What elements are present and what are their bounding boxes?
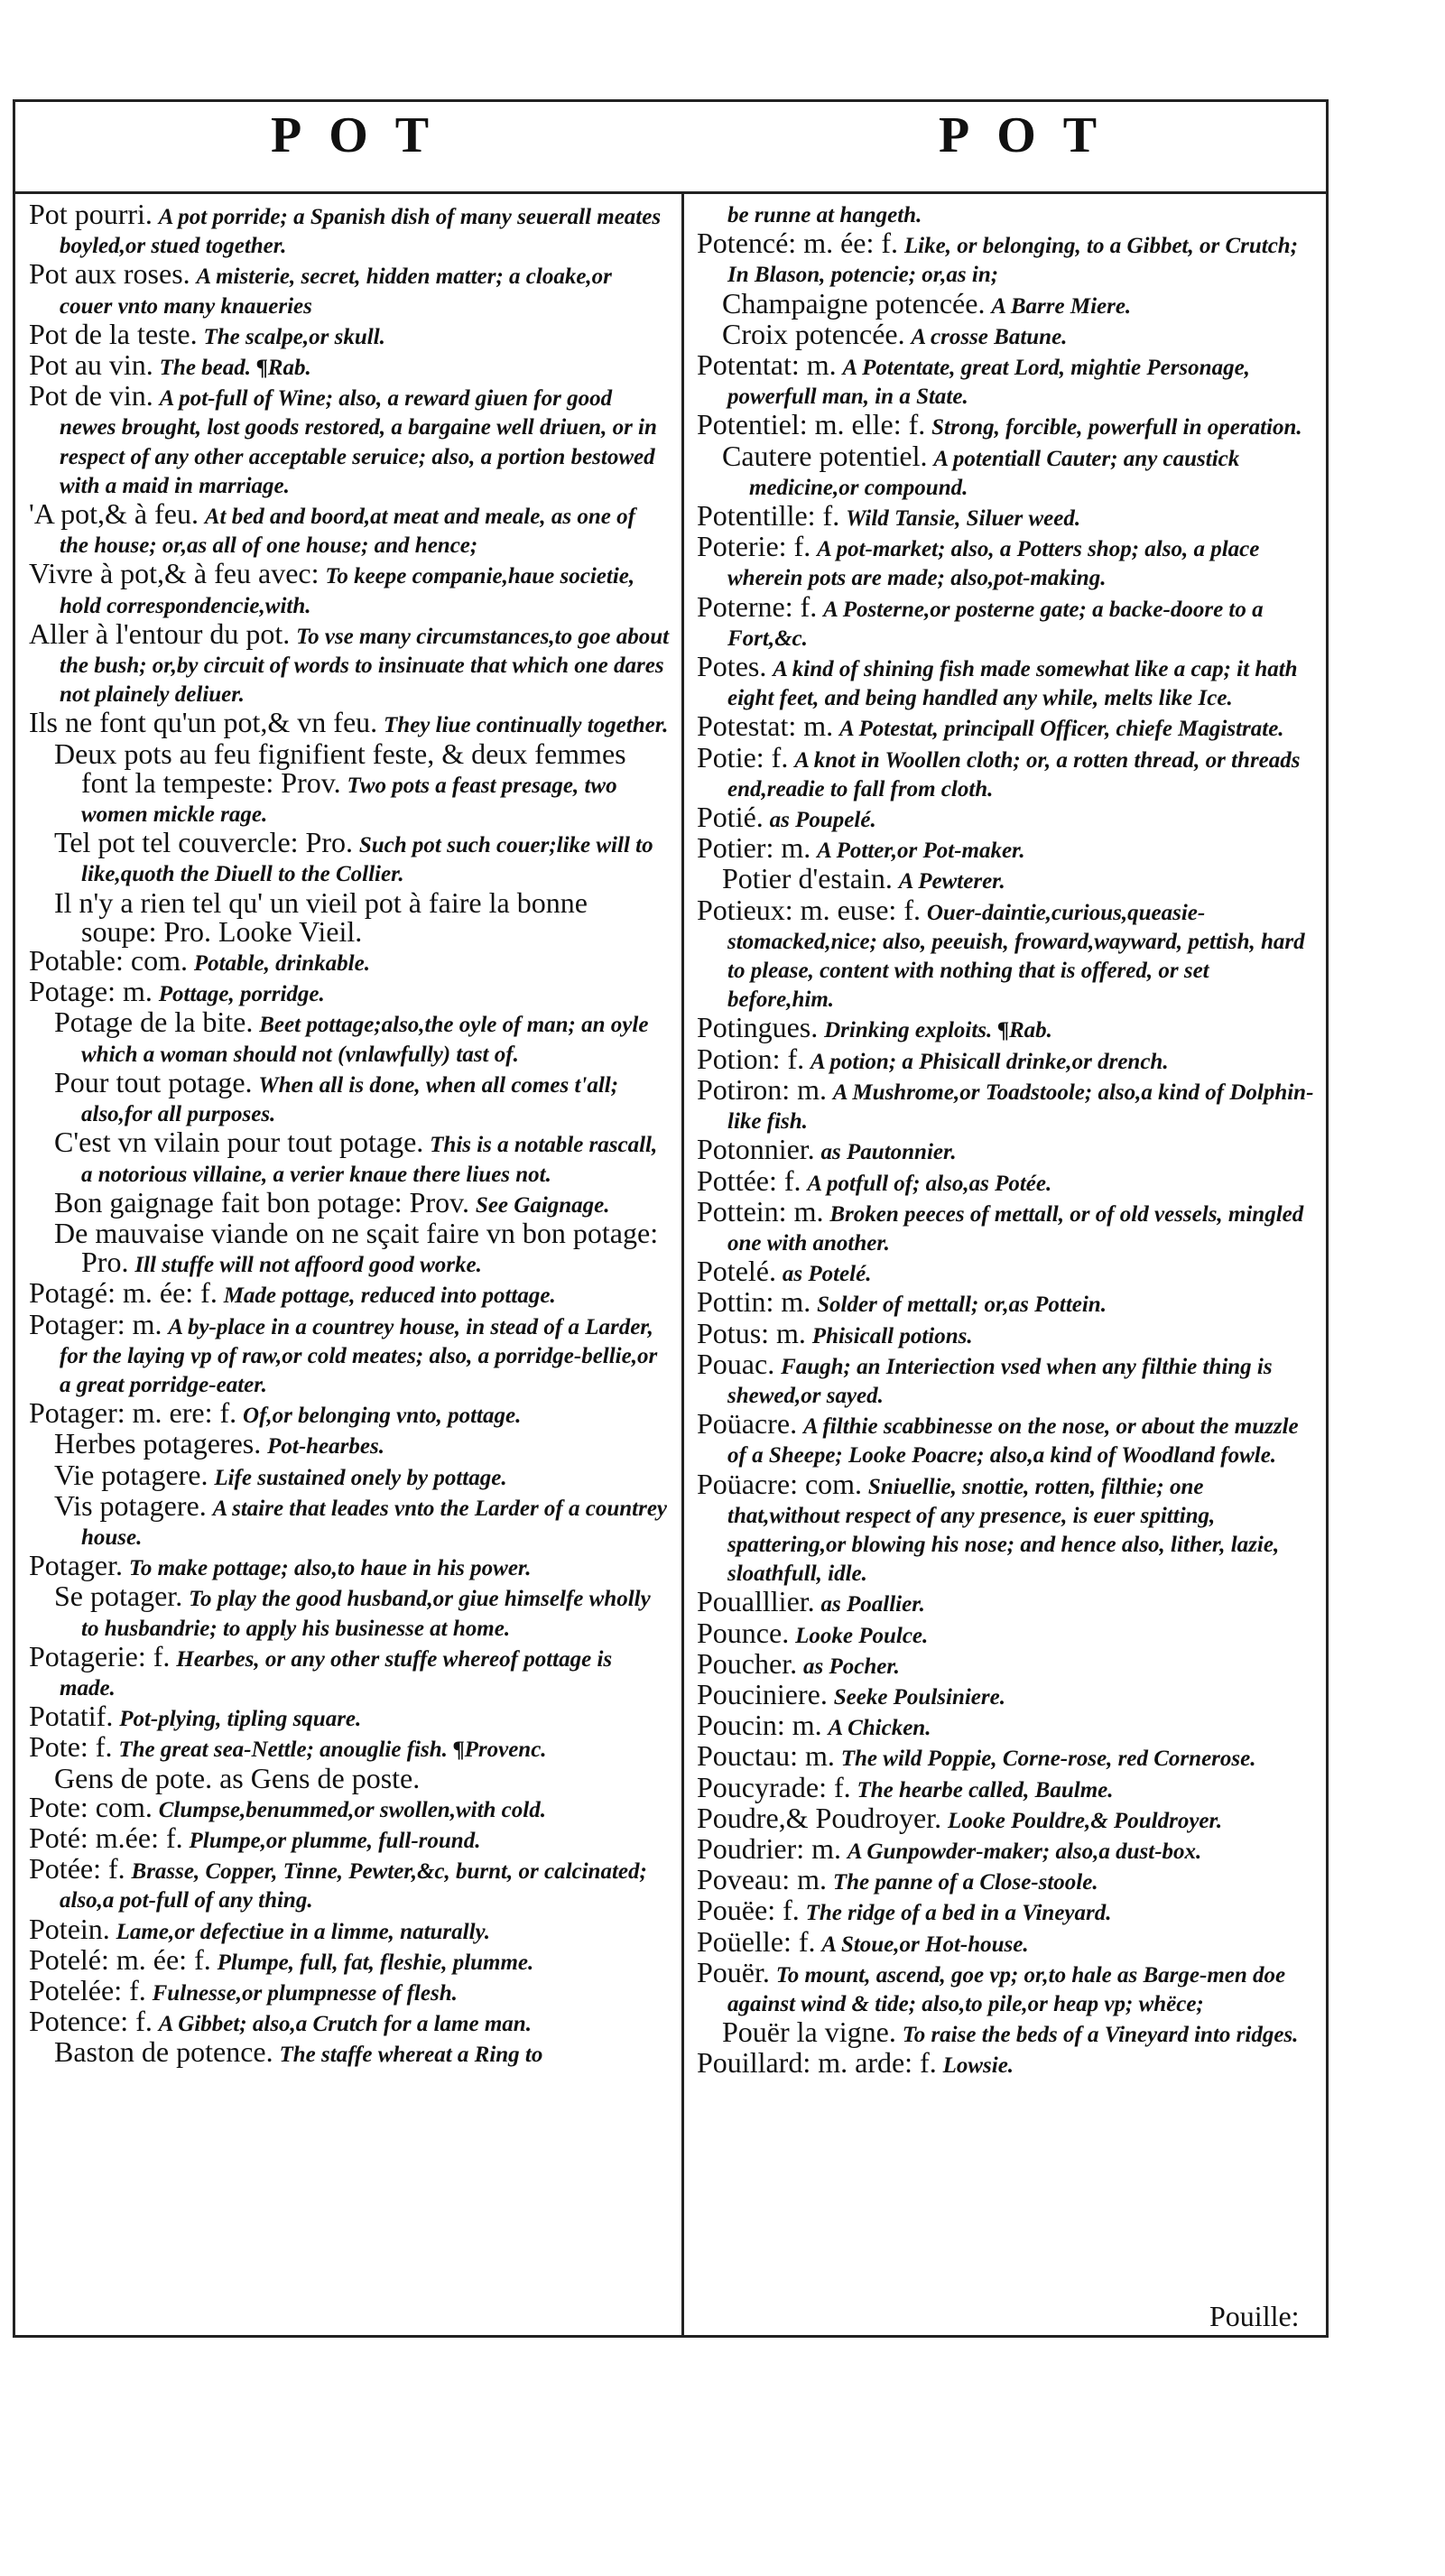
dictionary-entry [697,348,1320,411]
dictionary-entry [697,286,1320,320]
entry-gloss: Ill stuffe will not affoord good worke. [134,1253,482,1278]
dictionary-entry [29,317,670,351]
dictionary-entry [697,862,1320,895]
entry-gloss: Plumpe,or plumme, full-round. [189,1828,481,1853]
left-column [29,200,670,2070]
dictionary-entry [697,1257,1320,1288]
dictionary-entry [697,317,1320,351]
entry-headword: Potestat: m. [697,709,834,743]
dictionary-entry [29,1912,670,1946]
dictionary-entry [697,831,1320,865]
entry-headword: Se potager. [54,1580,183,1613]
entry-gloss: Pottage, porridge. [158,982,325,1007]
entry-headword: Potus: m. [697,1316,806,1349]
entry-headword: Pote: com. [29,1790,153,1823]
dictionary-entry [697,530,1320,592]
dictionary-entry [29,348,670,382]
column-divider [681,191,684,2338]
dictionary-entry [697,200,1320,229]
entry-headword: Potagé: m. ée: f. [29,1276,218,1310]
entry-gloss: A Posterne,or posterne gate; a backe-doore to a Fort,&c. [727,597,1264,651]
entry-headword: Champaigne potencée. [722,286,986,320]
entry-headword: Pottein: m. [697,1194,824,1228]
entry-gloss: Pot-plying, tipling square. [119,1707,362,1732]
dictionary-entry [29,1307,670,1400]
entry-headword: Pounce. [697,1616,790,1649]
dictionary-entry [29,1427,670,1460]
dictionary-entry [29,1821,670,1855]
entry-headword: De mauvaise viande on ne sçait faire vn bon potage: Pro. [54,1216,659,1279]
entry-gloss: The ridge of a bed in a Vineyard. [805,1901,1112,1926]
entry-gloss: To raise the beds of a Vineyard into ridges. [902,2023,1299,2048]
header-rule [13,191,1329,194]
dictionary-entry [29,706,670,739]
entry-gloss: Lame,or defectiue in a limme, naturally. [116,1919,490,1944]
entry-gloss: Lowsie. [942,2053,1014,2079]
dictionary-entry [29,1458,670,1492]
dictionary-entry [697,709,1320,743]
entry-gloss: See Gaignage. [475,1192,610,1218]
entry-gloss: A Potter,or Pot-maker. [817,839,1025,864]
dictionary-entry [29,2007,670,2038]
dictionary-entry [29,975,670,1008]
entry-gloss: They liue continually together. [384,713,669,738]
entry-gloss: be runne at hangeth. [727,203,922,227]
dictionary-entry [697,1955,1320,2018]
entry-gloss: A filthie scabbinesse on the nose, or about the muzzle of a Sheepe; Looke Poacre; also,a kind of Woodland fowle. [727,1414,1299,1469]
entry-gloss: To play the good husband,or giue himselfe wholly to husbandrie; to apply his businesse at home. [81,1587,651,1641]
dictionary-entry [697,803,1320,834]
entry-gloss: Clumpse,benummed,or swollen,with cold. [158,1797,546,1822]
dictionary-entry [29,1396,670,1430]
dictionary-entry [697,1924,1320,1959]
entry-gloss: Wild Tansie, Siluer weed. [846,506,1081,532]
entry-headword: Poterne: f. [697,589,818,623]
entry-headword: Potagerie: f. [29,1639,171,1673]
entry-headword: Potée: f. [29,1852,125,1886]
entry-headword: Potelé: m. ée: f. [29,1942,211,1976]
entry-gloss: A Stoue,or Hot-house. [821,1932,1029,1957]
dictionary-entry [697,1831,1320,1866]
dictionary-entry [697,1801,1320,1835]
dictionary-entry [29,1582,670,1642]
entry-headword: Potager. [29,1549,123,1582]
entry-gloss: Sniuellie, snottie, rotten, filthie; one that,without respect of any presence, is euer spitting, spattering,or blowing his nose; and hence also, lither, lazie, sloathfull, idle. [727,1474,1280,1587]
entry-gloss: When all is done, when all comes t'all; also,for all purposes. [81,1072,619,1127]
entry-headword: Aller à l'entour du pot. [29,616,291,650]
entry-gloss: Solder of mettall; or,as Pottein. [817,1293,1107,1318]
entry-headword: Pouctau: m. [697,1739,835,1773]
entry-headword: Vis potagere. [54,1488,207,1522]
entry-gloss: The staffe whereat a Ring to [279,2043,543,2068]
entry-gloss: as Pautonnier. [820,1140,957,1165]
entry-gloss: as Poallier. [820,1592,925,1617]
dictionary-entry [29,944,670,978]
entry-gloss: Such pot such couer;like will to like,quoth the Diuell to the Collier. [81,833,653,887]
entry-gloss: Ouer-daintie,curious,queasie-stomacked,nice; also, peeuish, froward,wayward, pettish, hard to please, content with nothing that is offered, or set before,him. [727,900,1305,1013]
entry-headword: Poüacre. [697,1407,798,1441]
entry-gloss: The bead. ¶Rab. [159,356,311,381]
entry-headword: Deux pots au feu fignifient feste, & deux femmes font la tempeste: Prov. [54,737,626,799]
entry-gloss: A potfull of; also,as Potée. [807,1171,1052,1196]
entry-headword: Potelé. [697,1255,776,1288]
running-head-right: POT [939,107,1125,163]
dictionary-entry [29,1216,670,1279]
catchword: Pouille: [1209,2300,1300,2332]
entry-gloss: The wild Poppie, Corne-rose, red Cornerose. [840,1747,1256,1772]
entry-gloss: A by-place in a countrey house, in stead of a Larder, for the laying vp of raw,or cold meates; also, a porridge-bellie,or a great porridge-eater. [60,1314,658,1397]
entry-headword: Potager: m. ere: f. [29,1396,237,1430]
dictionary-entry [697,499,1320,533]
entry-headword: Ils ne font qu'un pot,& vn feu. [29,706,378,739]
entry-headword: Poté: m.ée: f. [29,1821,183,1854]
dictionary-entry [697,1194,1320,1257]
entry-headword: Croix potencée. [722,317,905,350]
dictionary-entry [29,1065,670,1128]
entry-gloss: Phisicall potions. [811,1323,973,1348]
entry-gloss: Like, or belonging, to a Gibbet, or Crutch; In Blason, potencie; or,as in; [727,234,1299,288]
dictionary-entry [29,1488,670,1552]
dictionary-entry [29,1790,670,1824]
entry-gloss: To make pottage; also,to haue in his power. [128,1556,532,1581]
entry-gloss: Looke Pouldre,& Pouldroyer. [947,1808,1223,1833]
entry-gloss: A staire that leades vnto the Larder of a countrey house. [81,1496,668,1550]
entry-headword: Pot de la teste. [29,317,198,350]
entry-headword: Poudre,& Poudroyer. [697,1801,942,1834]
entry-headword: Poucyrade: f. [697,1770,851,1803]
dictionary-entry [29,379,670,500]
dictionary-entry [697,1011,1320,1044]
entry-headword: Potage de la bite. [54,1005,254,1039]
entry-headword: Bon gaignage fait bon potage: Prov. [54,1185,470,1219]
entry-gloss: A knot in Woollen cloth; or, a rotten thread, or threads end,readie to fall from cloth. [727,747,1301,802]
entry-gloss: A pot porride; a Spanish dish of many seuerall meates boyled,or stued together. [60,205,662,259]
entry-headword: Poualllier. [697,1585,815,1618]
dictionary-entry [29,1549,670,1582]
dictionary-entry [697,1739,1320,1773]
entry-headword: Pottin: m. [697,1285,811,1319]
entry-gloss: A Pewterer. [898,869,1005,894]
dictionary-entry [697,1407,1320,1469]
entry-headword: Potence: f. [29,2005,153,2038]
right-column [697,200,1320,2080]
entry-gloss: as Poupelé. [769,808,876,833]
dictionary-entry [29,1128,670,1188]
dictionary-entry [29,885,670,948]
dictionary-entry [29,2035,670,2069]
dictionary-entry [697,1585,1320,1618]
entry-gloss: Potable, drinkable. [193,951,370,977]
entry-headword: Pour tout potage. [54,1065,253,1098]
entry-gloss: as Pocher. [802,1654,900,1679]
entry-headword: C'est vn vilain pour tout potage. [54,1126,424,1159]
dictionary-entry [697,439,1320,502]
dictionary-entry [697,1347,1320,1410]
entry-gloss: Brasse, Copper, Tinne, Pewter,&c, burnt, or calcinated; also,a pot-full of any thing. [60,1859,647,1913]
dictionary-entry [697,1677,1320,1711]
entry-headword: Potentiel: m. elle: f. [697,408,926,441]
dictionary-entry [697,1467,1320,1589]
dictionary-entry [697,1316,1320,1350]
entry-headword: Pouciniere. [697,1677,828,1710]
entry-headword: Potatif. [29,1700,114,1733]
entry-headword: Pot pourri. [29,198,153,230]
dictionary-entry [697,1770,1320,1804]
entry-gloss: A Chicken. [828,1716,931,1741]
entry-gloss: Beet pottage;also,the oyle of man; an oyle which a woman should not (vnlawfully) tast of. [81,1013,649,1067]
entry-headword: Poüacre: com. [697,1467,863,1500]
entry-headword: Potie: f. [697,740,789,774]
entry-gloss: A crosse Batune. [911,324,1068,349]
entry-gloss: A Gibbet; also,a Crutch for a lame man. [158,2012,532,2037]
entry-gloss: Strong, forcible, powerfull in operation. [931,415,1302,440]
dictionary-entry [697,1616,1320,1650]
entry-headword: Vivre à pot,& à feu avec: [29,557,320,590]
entry-headword: Potage: m. [29,975,153,1008]
entry-gloss: Drinking exploits. ¶Rab. [824,1018,1052,1043]
entry-headword: Poudrier: m. [697,1831,841,1865]
dictionary-entry [697,1135,1320,1166]
entry-gloss: Of,or belonging vnto, pottage. [243,1404,522,1429]
dictionary-entry [697,1863,1320,1896]
entry-headword: Cautere potentiel. [722,439,928,472]
entry-headword: Potencé: m. ée: f. [697,227,899,260]
dictionary-entry [29,257,670,320]
entry-gloss: Plumpe, full, fat, fleshie, plumme. [217,1950,534,1975]
entry-headword: Pot au vin. [29,348,153,382]
entry-headword: Potion: f. [697,1042,805,1075]
entry-gloss: A Potestat, principall Officer, chiefe Magistrate. [838,717,1284,742]
entry-gloss: A Potentate, great Lord, mightie Personage, powerfull man, in a State. [727,356,1250,410]
entry-gloss: The scalpe,or skull. [203,324,385,349]
entry-gloss: The panne of a Close-stoole. [832,1870,1098,1895]
entry-gloss: A kind of shining fish made somewhat like a cap; it hath eight feet, and being handled any while, melts like Ice. [727,657,1298,711]
entry-headword: Il n'y a rien tel qu' un vieil pot à faire la bonne soupe: Pro. Looke Vieil. [54,885,588,948]
dictionary-entry [29,1730,670,1764]
entry-gloss: A potentiall Cauter; any caustick medicine,or compound. [749,446,1240,500]
dictionary-entry [697,1711,1320,1742]
entry-headword: Pouër la vigne. [722,2015,896,2049]
dictionary-entry [29,1185,670,1219]
entry-headword: Poterie: f. [697,530,811,563]
entry-headword: Pot aux roses. [29,257,190,291]
entry-gloss: Fulnesse,or plumpnesse of flesh. [152,1980,458,2006]
entry-gloss: To keepe companie,haue societie, hold correspondencie,with. [60,564,635,618]
dictionary-entry [697,893,1320,1015]
entry-gloss: A pot-market; also, a Potters shop; also, a place wherein pots are made; also,pot-making. [727,537,1260,591]
entry-gloss: A pot-full of Wine; also, a reward giuen for good newes brought, lost goods restored, a bargaine well driuen, or in respect of any other acceptable seruice; also, a portion bestowed with a maid in marriage. [60,386,657,498]
entry-gloss: A Barre Miere. [991,293,1132,319]
dictionary-entry [697,1896,1320,1927]
entry-gloss: To vse many circumstances,to goe about the bush; or,by circuit of words to insinuate that which one dares not plainely deliuer. [60,624,670,708]
dictionary-entry [697,650,1320,712]
entry-headword: Pot de vin. [29,379,153,412]
entry-headword: Pouac. [697,1347,775,1380]
entry-gloss: A misterie, secret, hidden matter; a cloake,or couer vnto many knaueries [60,264,612,319]
dictionary-entry [29,1005,670,1068]
entry-headword: Baston de potence. [54,2035,273,2069]
entry-headword: Poucher. [697,1646,798,1680]
entry-gloss: A Gunpowder-maker; also,a dust-box. [847,1839,1202,1864]
dictionary-entry [697,229,1320,289]
entry-gloss: Pot-hearbes. [267,1434,384,1459]
dictionary-entry [29,1942,670,1977]
entry-gloss: At bed and boord,at meat and meale, as one of the house; or,as all of one house; and hence; [60,505,635,559]
entry-headword: Pouillard: m. arde: f. [697,2046,937,2080]
dictionary-entry [697,1646,1320,1681]
entry-headword: 'A pot,& à feu. [29,497,199,531]
entry-gloss: Broken peeces of mettall, or of old vessels, mingled one with another. [727,1201,1304,1256]
dictionary-entry [29,616,670,709]
entry-gloss: A Mushrome,or Toadstoole; also,a kind of Dolphin-like fish. [727,1080,1314,1135]
dictionary-entry [697,1163,1320,1198]
dictionary-entry [29,1702,670,1733]
entry-headword: Potein. [29,1912,110,1945]
dictionary-entry [697,2046,1320,2080]
entry-headword: Potingues. [697,1011,819,1044]
entry-headword: Potiron: m. [697,1072,828,1106]
entry-headword: Potager: m. [29,1307,162,1340]
entry-headword: Potier: m. [697,831,811,865]
entry-gloss: Life sustained onely by pottage. [214,1465,507,1490]
dictionary-entry [29,1761,670,1794]
dictionary-entry [697,1042,1320,1076]
running-head-left: POT [271,107,457,163]
dictionary-entry [29,1276,670,1310]
entry-gloss: The hearbe called, Baulme. [857,1777,1114,1802]
entry-headword: Gens de pote. as Gens de poste. [54,1761,421,1794]
entry-headword: Potentille: f. [697,499,840,533]
dictionary-entry [697,589,1320,653]
dictionary-entry [29,737,670,829]
entry-headword: Potier d'estain. [722,862,893,895]
entry-headword: Potieux: m. euse: f. [697,893,921,926]
entry-headword: Potié. [697,801,764,834]
dictionary-entry [697,1285,1320,1319]
entry-gloss: Two pots a feast presage, two women mickle rage. [81,773,617,828]
entry-gloss: Hearbes, or any other stuffe whereof pottage is made. [60,1646,613,1700]
entry-headword: Potable: com. [29,944,188,978]
dictionary-entry [697,408,1320,441]
dictionary-entry [29,200,670,260]
dictionary-entry [697,1072,1320,1135]
entry-gloss: To mount, ascend, goe vp; or,to hale as Barge-men doe against wind & tide; also,to pile,or heap vp; whëce; [727,1962,1286,2016]
dictionary-entry [29,557,670,619]
entry-headword: Herbes potageres. [54,1427,262,1460]
entry-gloss: Seeke Poulsiniere. [833,1684,1005,1710]
dictionary-entry [29,497,670,560]
entry-headword: Vie potagere. [54,1458,208,1491]
entry-headword: Potentat: m. [697,348,837,382]
dictionary-entry [697,2015,1320,2049]
entry-headword: Potonnier. [697,1133,815,1166]
entry-gloss: Looke Poulce. [795,1623,929,1648]
dictionary-entry [29,1852,670,1914]
entry-headword: Pouër. [697,1955,770,1988]
entry-headword: Pouëe: f. [697,1894,800,1927]
entry-headword: Potelée: f. [29,1973,146,2006]
dictionary-entry [29,1973,670,2007]
entry-headword: Pottée: f. [697,1163,801,1197]
dictionary-entry [697,740,1320,803]
entry-headword: Poüelle: f. [697,1924,816,1958]
entry-headword: Tel pot tel couvercle: Pro. [54,826,353,859]
entry-gloss: Made pottage, reduced into pottage. [223,1283,556,1309]
entry-headword: Poveau: m. [697,1863,827,1896]
entry-headword: Poucin: m. [697,1709,822,1742]
entry-gloss: This is a notable rascall, a notorious villaine, a verier knaue there liues not. [81,1133,658,1187]
entry-headword: Potes. [697,650,767,683]
entry-headword: Pote: f. [29,1730,113,1764]
entry-gloss: A potion; a Phisicall drinke,or drench. [810,1049,1169,1074]
entry-gloss: Faugh; an Interiection vsed when any filthie thing is shewed,or sayed. [727,1354,1273,1408]
entry-gloss: as Potelé. [782,1262,872,1287]
dictionary-entry [29,826,670,888]
entry-gloss: The great sea-Nettle; anouglie fish. ¶Provenc. [118,1737,547,1763]
dictionary-entry [29,1639,670,1702]
